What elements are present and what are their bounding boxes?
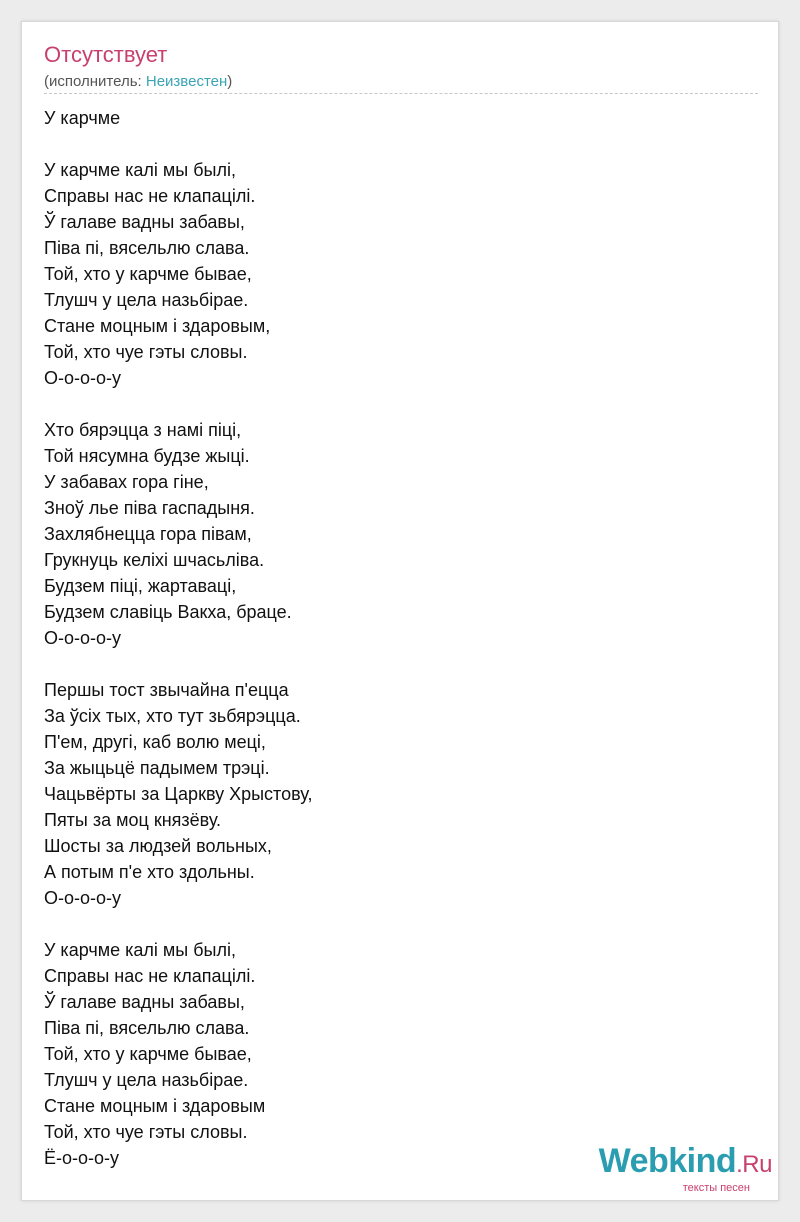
artist-byline [44, 73, 232, 90]
lyric-line: Будзем піці, жартаваці, [44, 576, 237, 596]
lyric-line: Ё-о-о-о-у [44, 1148, 120, 1168]
lyric-line: Чацьвёрты за Царкву Хрыстову, [44, 784, 313, 804]
lyric-line: Піва пі, вясельлю слава. [44, 238, 250, 258]
site-logo[interactable] [599, 1143, 772, 1193]
lyric-line [44, 651, 744, 677]
lyric-line: Шосты за людзей вольных, [44, 836, 272, 856]
lyric-line: Тлушч у цела назьбірае. [44, 290, 249, 310]
logo-name: Webkind [598, 1142, 737, 1180]
lyric-line: Будзем славіць Вакха, браце. [44, 602, 292, 622]
lyric-line: А потым п'е хто здольны. [44, 862, 255, 882]
lyric-line: У карчме [44, 108, 121, 128]
lyrics-card [21, 21, 779, 1201]
lyric-line: Піва пі, вясельлю слава. [44, 1018, 250, 1038]
lyric-line: Стане моцным і здаровым, [44, 316, 271, 336]
lyric-line: У забавах гора гіне, [44, 472, 209, 492]
lyric-line: Стане моцным і здаровым [44, 1096, 266, 1116]
artist-link[interactable]: Неизвестен [145, 73, 228, 90]
lyric-line: Той, хто у карчме бывае, [44, 1044, 252, 1064]
lyric-line [44, 911, 744, 937]
lyric-line: Ў галаве вадны забавы, [44, 212, 245, 232]
lyric-line: Той, хто чуе гэты словы. [44, 342, 248, 362]
lyric-line: П'ем, другі, каб волю меці, [44, 732, 266, 752]
lyric-line: О-о-о-о-у [44, 368, 122, 388]
lyric-line: Захлябнецца гора півам, [44, 524, 252, 544]
lyric-line: Першы тост звычайна п'ецца [44, 680, 289, 700]
byline-prefix: (исполнитель: [44, 73, 146, 90]
lyric-line: У карчме калі мы былі, [44, 160, 236, 180]
lyric-line [44, 391, 744, 417]
lyrics-text [44, 105, 744, 1171]
lyric-line: Той нясумна будзе жыці. [44, 446, 250, 466]
lyric-line: О-о-о-о-у [44, 888, 122, 908]
byline-suffix: ) [227, 73, 233, 90]
lyric-line: За ўсіх тых, хто тут зьбярэцца. [44, 706, 301, 726]
logo-tld: .Ru [736, 1151, 772, 1178]
lyric-line: Зноў лье піва гаспадыня. [44, 498, 255, 518]
lyric-line: Той, хто чуе гэты словы. [44, 1122, 248, 1142]
lyric-line: Ў галаве вадны забавы, [44, 992, 245, 1012]
song-title: Отсутствует [44, 42, 168, 67]
lyric-line: Грукнуць келіхі шчасьліва. [44, 550, 265, 570]
lyric-line: За жыцьцё падымем трэці. [44, 758, 270, 778]
lyric-line: Справы нас не клапацілі. [44, 186, 256, 206]
lyric-line: Тлушч у цела назьбірае. [44, 1070, 249, 1090]
lyric-line: Той, хто у карчме бывае, [44, 264, 252, 284]
title-divider [44, 93, 758, 94]
logo-tagline: тексты песен [682, 1182, 750, 1194]
lyric-line: О-о-о-о-у [44, 628, 122, 648]
lyric-line: Пяты за моц князёву. [44, 810, 222, 830]
lyric-line: У карчме калі мы былі, [44, 940, 236, 960]
lyric-line [44, 131, 744, 157]
lyric-line: Хто бярэцца з намі піці, [44, 420, 242, 440]
lyric-line: Справы нас не клапацілі. [44, 966, 256, 986]
